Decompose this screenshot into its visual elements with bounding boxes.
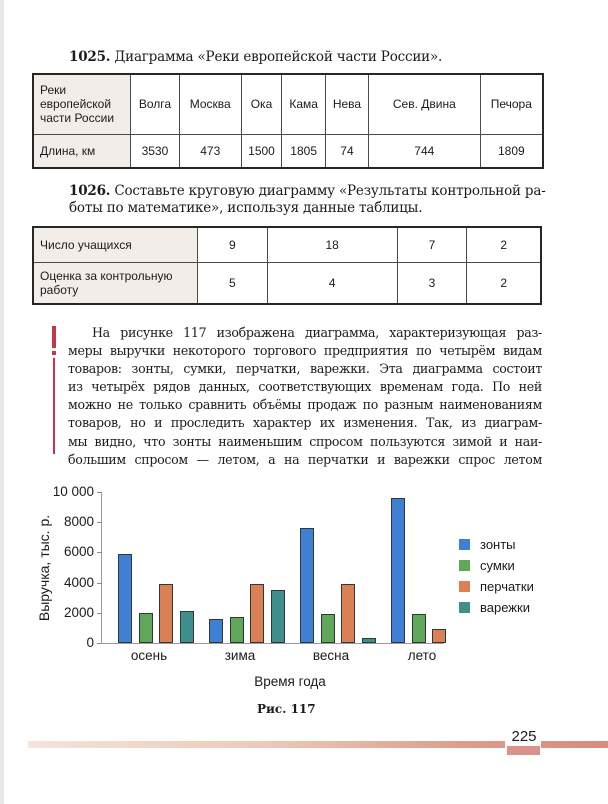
bar-зонты	[391, 498, 405, 643]
bar-зонты	[209, 619, 223, 643]
chart-legend	[459, 534, 534, 618]
paragraph-line: из четырёх рядов данных, соответствующих временам года. По ней	[68, 379, 542, 395]
row-header: Реки европейской части России	[33, 74, 131, 134]
bar-сумки	[230, 617, 244, 643]
x-category-label: весна	[312, 648, 350, 663]
exercise-number: 1026.	[69, 183, 111, 199]
table-cell: 4	[267, 262, 397, 304]
y-tick-mark	[97, 492, 102, 493]
table-cell: Печора	[480, 74, 543, 134]
revenue-bar-chart	[0, 478, 608, 708]
legend-swatch-icon	[459, 602, 470, 613]
table-cell: 1500	[241, 134, 282, 168]
paragraph-line: большим спросом — летом, а на перчатки и варежки спрос летом	[68, 451, 542, 467]
y-tick-mark	[97, 552, 102, 553]
test-results-table	[32, 226, 542, 305]
exercise-text: Диаграмма «Реки европейской части России».	[114, 49, 443, 65]
y-tick-label: 2000	[63, 604, 94, 620]
bar-сумки	[412, 614, 426, 643]
x-category-label: лето	[407, 648, 437, 663]
table-cell: Волга	[131, 74, 180, 134]
y-tick-label: 6000	[63, 544, 94, 560]
paragraph-line: мы видно, что зонты наименьшим спросом пользуются зимой и наи-	[68, 433, 542, 449]
table-cell: 2	[467, 227, 541, 262]
figure-caption: Рис. 117	[257, 702, 316, 716]
legend-label: сумки	[480, 558, 515, 573]
exercise-text-line: боты по математике», используя данные таблицы.	[69, 200, 423, 216]
y-axis-label: Выручка, тыс. р.	[36, 514, 52, 622]
x-category-label: зима	[224, 648, 256, 663]
bar-варежки	[362, 638, 376, 643]
exercise-1025-heading	[69, 49, 442, 66]
y-tick-label: 8000	[63, 514, 94, 530]
page-number: 225	[511, 728, 537, 745]
table-row	[33, 74, 543, 134]
exercise-text: Составьте круговую диаграмму «Результаты контрольной ра-	[114, 183, 546, 199]
paragraph-line: На рисунке 117 изображена диаграмма, характеризующая раз-	[92, 325, 542, 340]
exercise-text-line	[69, 183, 546, 200]
y-tick-label: 4000	[63, 574, 94, 590]
x-axis	[101, 643, 444, 644]
table-cell: 74	[325, 134, 368, 168]
table-cell: Сев. Двина	[368, 74, 480, 134]
row-header: Длина, км	[33, 134, 131, 168]
rivers-table	[32, 73, 544, 169]
exclamation-marker-icon	[52, 326, 56, 454]
table-cell: 1809	[480, 134, 543, 168]
table-cell: 1805	[282, 134, 326, 168]
bar-перчатки	[432, 629, 446, 643]
legend-swatch-icon	[459, 539, 470, 550]
bar-сумки	[321, 614, 335, 643]
exercise-number: 1025.	[69, 49, 111, 65]
table-cell: 3530	[131, 134, 180, 168]
table-cell: 473	[179, 134, 241, 168]
legend-label: перчатки	[480, 579, 534, 594]
bar-сумки	[139, 613, 153, 643]
table-cell: 2	[467, 262, 541, 304]
paragraph-line: товаров, но и проследить характер их изменения. Так, из диаграм-	[68, 415, 542, 431]
y-tick-mark	[97, 583, 102, 584]
x-axis-label: Время года	[254, 674, 326, 689]
table-cell: Ока	[241, 74, 282, 134]
table-cell: Кама	[282, 74, 326, 134]
paragraph-line: товаров: зонты, сумки, перчатки, варежки. Эта диаграмма состоит	[68, 361, 542, 377]
bar-перчатки	[159, 584, 173, 643]
y-tick-label: 10 000	[52, 484, 94, 499]
table-row	[33, 262, 541, 304]
legend-swatch-icon	[459, 560, 470, 571]
bar-варежки	[271, 590, 285, 643]
y-tick-mark	[97, 522, 102, 523]
table-cell: 9	[198, 227, 268, 262]
table-cell: 744	[368, 134, 480, 168]
bar-зонты	[300, 528, 314, 643]
page-number-tab	[507, 746, 540, 755]
bar-перчатки	[341, 584, 355, 643]
y-axis	[101, 492, 102, 644]
paragraph-line: можно не только сравнить объёмы продаж по разным наименованиям	[68, 397, 542, 413]
legend-item	[459, 597, 534, 618]
y-tick-mark	[97, 643, 102, 644]
table-cell: 5	[198, 262, 268, 304]
bar-зонты	[118, 554, 132, 643]
table-cell: 7	[397, 227, 467, 262]
table-cell: 3	[397, 262, 467, 304]
table-cell: 18	[267, 227, 397, 262]
y-tick-mark	[97, 613, 102, 614]
legend-label: варежки	[480, 600, 530, 615]
y-tick-label: 0	[86, 635, 94, 650]
row-header: Оценка за контрольную работу	[33, 262, 198, 304]
table-row	[33, 227, 541, 262]
bar-варежки	[180, 611, 194, 643]
explanation-paragraph	[68, 324, 542, 469]
row-header: Число учащихся	[33, 227, 198, 262]
bar-перчатки	[250, 584, 264, 643]
legend-item	[459, 576, 534, 597]
table-cell: Нева	[325, 74, 368, 134]
table-row	[33, 134, 543, 168]
x-category-label: осень	[130, 648, 168, 663]
legend-swatch-icon	[459, 581, 470, 592]
paragraph-line: меры выручки некоторого торгового предприятия по четырём видам	[68, 343, 542, 359]
legend-item	[459, 555, 534, 576]
table-cell: Москва	[179, 74, 241, 134]
legend-item	[459, 534, 534, 555]
legend-label: зонты	[480, 537, 516, 552]
exercise-1026-heading	[69, 183, 546, 217]
